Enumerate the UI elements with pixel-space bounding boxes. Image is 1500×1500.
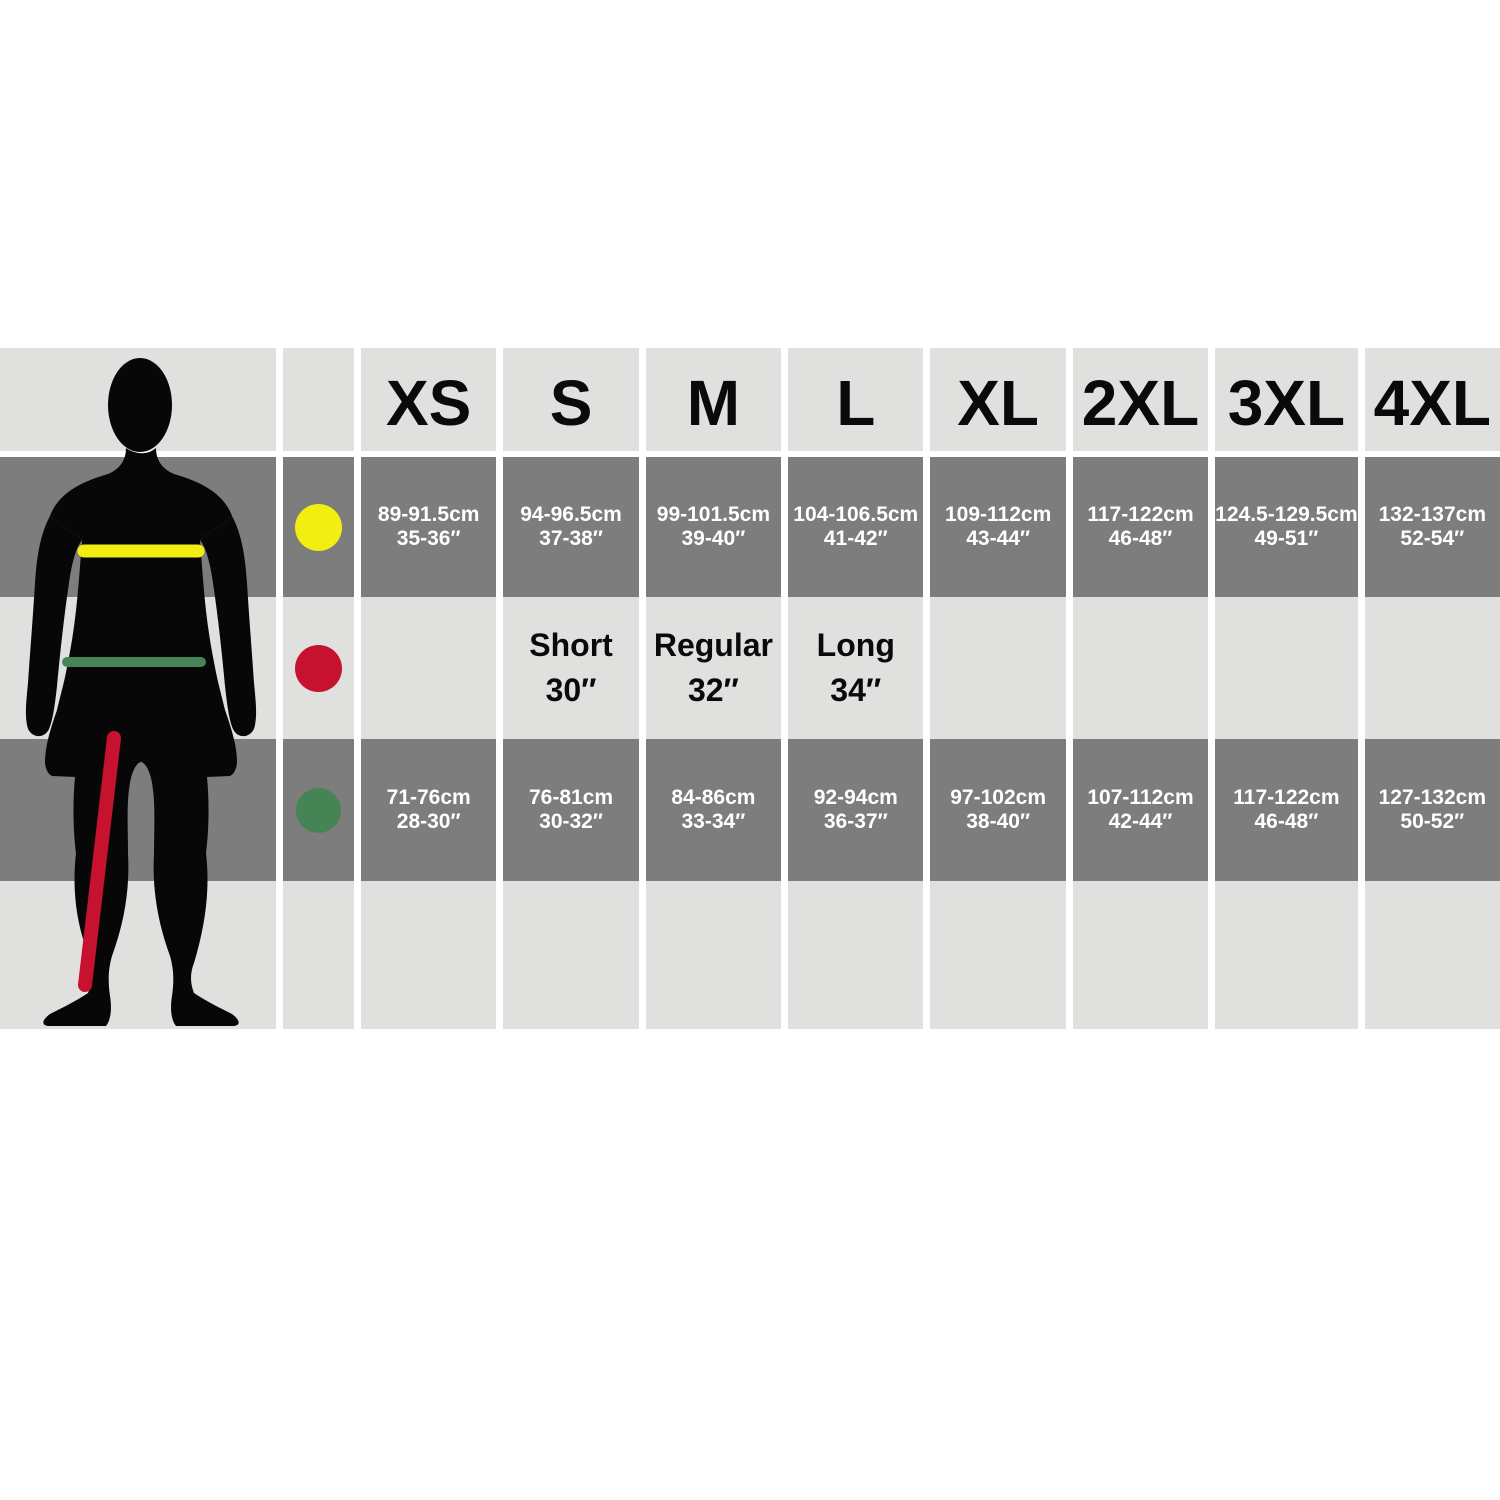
size-chart [0,348,1500,1029]
size-header-l: L [788,348,923,451]
red-dot-icon [295,645,342,692]
figure-column [0,348,276,1029]
size-column-s [503,348,638,1029]
size-header-3xl: 3XL [1215,348,1357,451]
green-dot-icon [296,788,341,833]
size-header-s: S [503,348,638,451]
yellow-dot-icon [295,504,342,551]
waist-value-l: 92-94cm 36-37″ [788,739,923,881]
size-column-4xl [1365,348,1500,1029]
size-header-xs: XS [361,348,496,451]
size-header-m: M [646,348,781,451]
waist-value-2xl: 107-112cm 42-44″ [1073,739,1208,881]
size-header-2xl: 2XL [1073,348,1208,451]
leg-value-m: Regular 32″ [646,597,781,739]
waist-value-s: 76-81cm 30-32″ [503,739,638,881]
chest-value-3xl: 124.5-129.5cm 49-51″ [1215,457,1357,597]
chest-value-xs: 89-91.5cm 35-36″ [361,457,496,597]
figure-leg-band [0,597,276,739]
size-column-xl [930,348,1065,1029]
inside-leg-indicator-cell [283,597,354,739]
leg-value-s: Short 30″ [503,597,638,739]
waist-value-3xl: 117-122cm 46-48″ [1215,739,1357,881]
chest-value-2xl: 117-122cm 46-48″ [1073,457,1208,597]
indicator-column [283,348,354,1029]
size-header-4xl: 4XL [1365,348,1500,451]
size-column-m [646,348,781,1029]
leg-value-xl [930,597,1065,739]
figure-bottom-band [0,881,276,1029]
size-column-xs [361,348,496,1029]
chest-value-xl: 109-112cm 43-44″ [930,457,1065,597]
chest-value-m: 99-101.5cm 39-40″ [646,457,781,597]
waist-value-m: 84-86cm 33-34″ [646,739,781,881]
leg-value-3xl [1215,597,1357,739]
chest-indicator-cell [283,457,354,597]
waist-indicator-cell [283,739,354,881]
size-header-xl: XL [930,348,1065,451]
figure-chest-band [0,457,276,597]
leg-value-xs [361,597,496,739]
chest-value-s: 94-96.5cm 37-38″ [503,457,638,597]
size-column-2xl [1073,348,1208,1029]
size-column-l [788,348,923,1029]
leg-value-2xl [1073,597,1208,739]
indicator-header-cell [283,348,354,451]
size-column-3xl [1215,348,1357,1029]
chest-value-l: 104-106.5cm 41-42″ [788,457,923,597]
chest-value-4xl: 132-137cm 52-54″ [1365,457,1500,597]
figure-header-cell [0,348,276,451]
waist-value-xs: 71-76cm 28-30″ [361,739,496,881]
figure-waist-band [0,739,276,881]
leg-value-l: Long 34″ [788,597,923,739]
waist-value-4xl: 127-132cm 50-52″ [1365,739,1500,881]
waist-value-xl: 97-102cm 38-40″ [930,739,1065,881]
indicator-bottom-cell [283,881,354,1029]
leg-value-4xl [1365,597,1500,739]
